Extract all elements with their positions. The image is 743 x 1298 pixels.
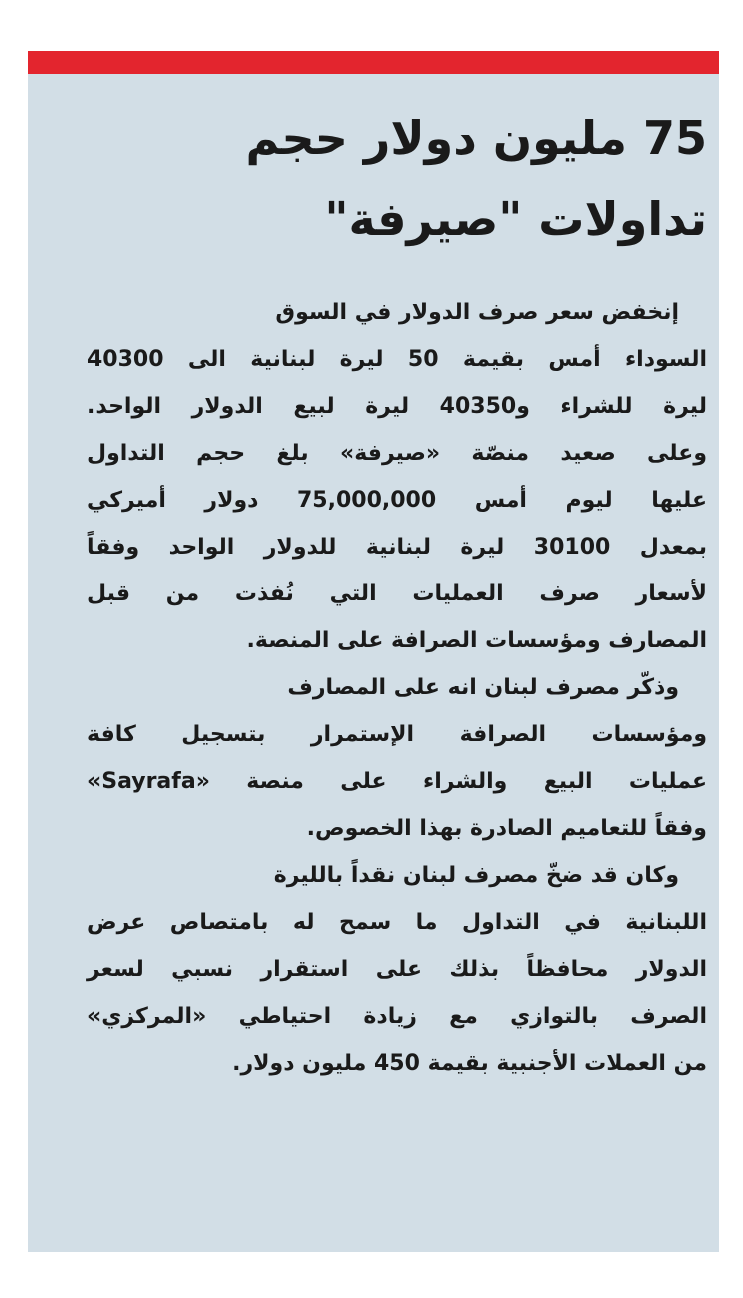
article-line-14: اللبنانية في التداول ما سمح له بامتصاص عرض [87, 909, 707, 935]
headline-line-2: تداولات "صيرفة" [324, 192, 707, 246]
article-line-6: بمعدل 30100 ليرة لبنانية للدولار الواحد وفقاً [87, 534, 707, 560]
article-line-4: وعلى صعيد منصّة «صيرفة» بلغ حجم التداول [87, 440, 707, 466]
article-line-16: الصرف بالتوازي مع زيادة احتياطي «المركزي» [87, 1003, 707, 1029]
article-line-10: ومؤسسات الصرافة الإستمرار بتسجيل كافة [87, 722, 707, 748]
article-line-9: وذكّر مصرف لبنان انه على المصارف [287, 675, 679, 701]
article-body [87, 290, 707, 1087]
article-line-8: المصارف ومؤسسات الصرافة على المنصة. [246, 628, 707, 654]
headline [77, 98, 707, 260]
article-line-3: ليرة للشراء و40350 ليرة لبيع الدولار الواحد. [87, 393, 707, 419]
headline-line-1: 75 مليون دولار حجم [245, 111, 707, 165]
article-line-5: عليها ليوم أمس 75,000,000 دولار أميركي [87, 487, 707, 513]
article-line-17: من العملات الأجنبية بقيمة 450 مليون دولار. [232, 1050, 707, 1076]
article-line-7: لأسعار صرف العمليات التي نُفذت من قبل [87, 581, 707, 607]
article-line-2: السوداء أمس بقيمة 50 ليرة لبنانية الى 40300 [87, 346, 707, 372]
article-line-1: إنخفض سعر صرف الدولار في السوق [275, 300, 679, 325]
article-line-11: عمليات البيع والشراء على منصة «Sayrafa» [87, 769, 707, 795]
article-line-12: وفقاً للتعاميم الصادرة بهذا الخصوص. [306, 815, 707, 841]
accent-bar [28, 51, 719, 74]
article-line-13: وكان قد ضخّ مصرف لبنان نقداً بالليرة [273, 862, 679, 888]
article-line-15: الدولار محافظاً بذلك على استقرار نسبي لسعر [87, 956, 707, 982]
